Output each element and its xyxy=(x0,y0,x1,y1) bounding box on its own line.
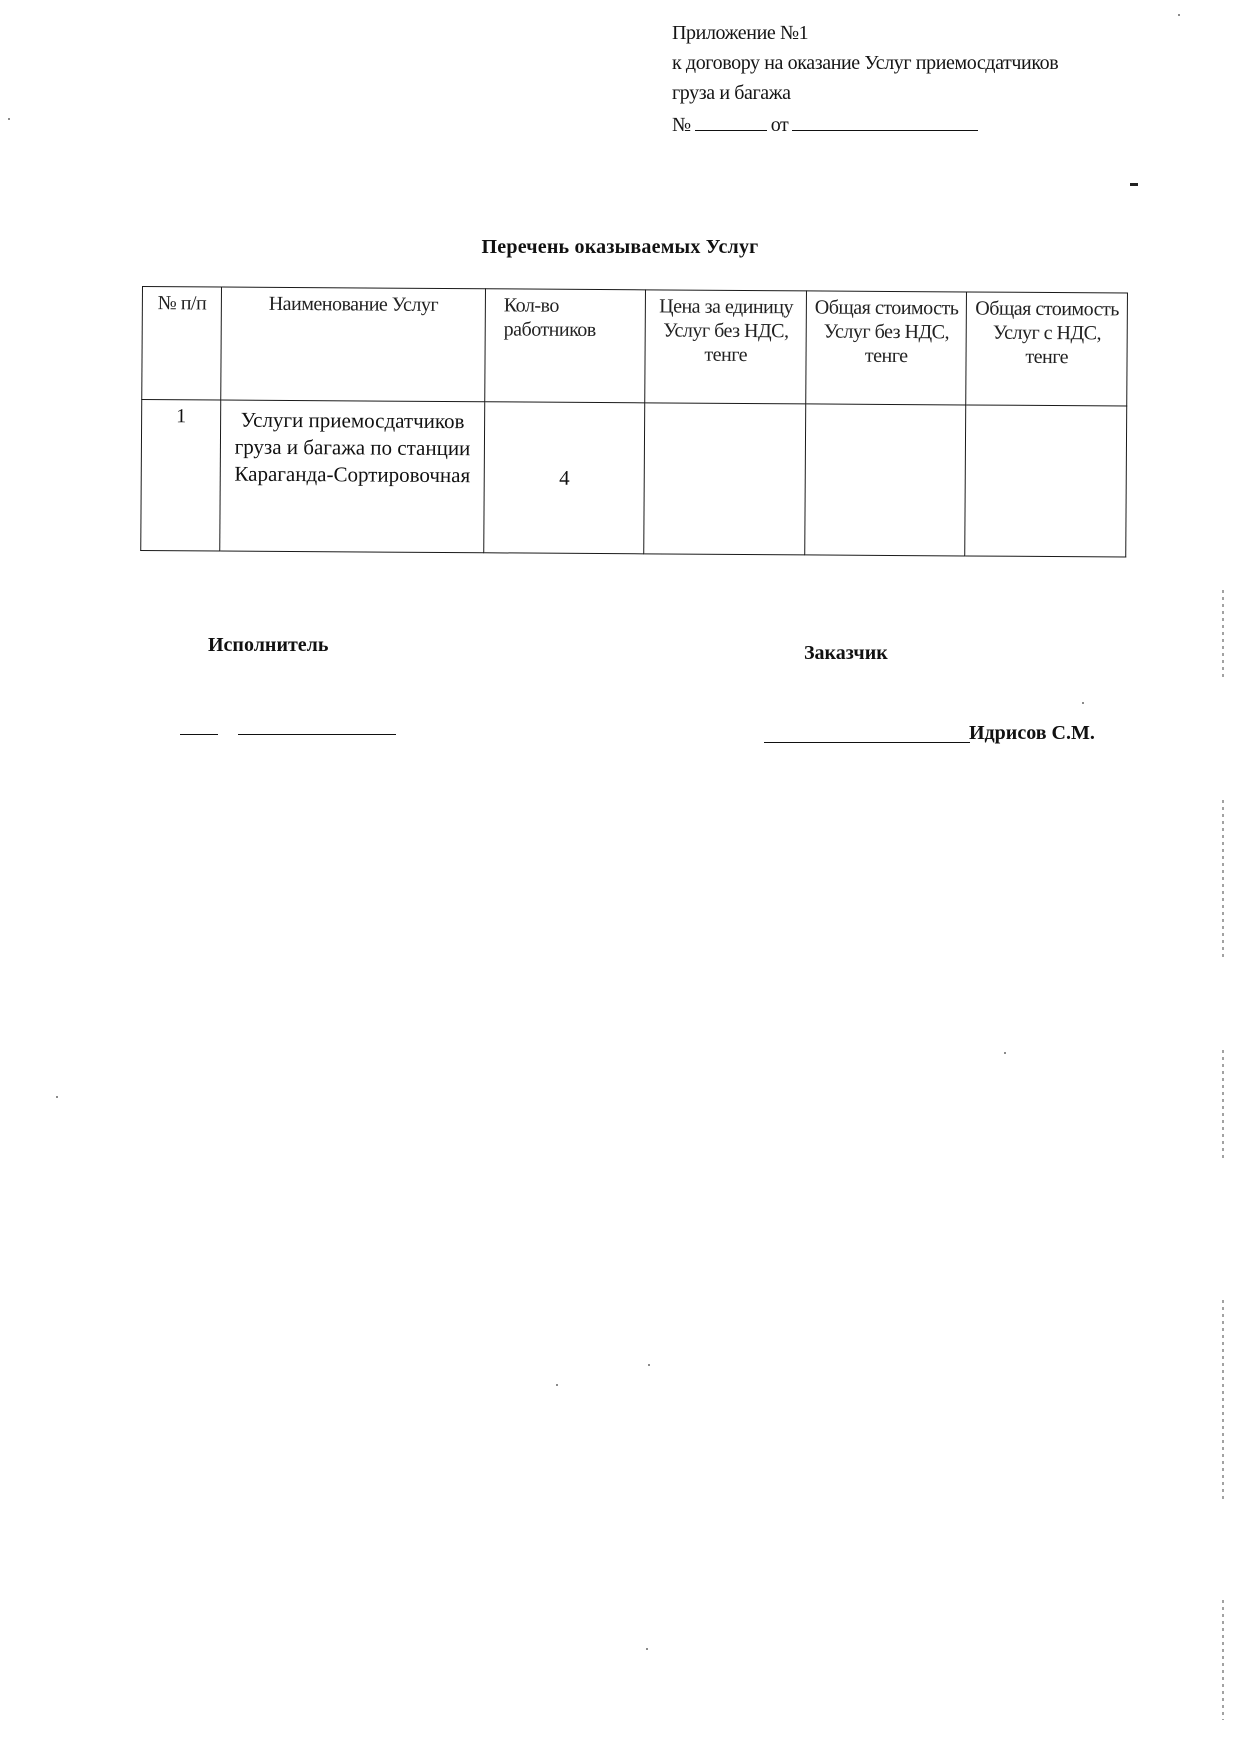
number-label: № xyxy=(672,114,691,136)
cell-total-no-vat xyxy=(805,404,966,556)
scan-edge-artifact xyxy=(1222,590,1224,680)
executor-signature-line xyxy=(238,734,396,735)
header-total-vat: Общая стоимость Услуг с НДС, тенге xyxy=(966,292,1127,406)
document-title: Перечень оказываемых Услуг xyxy=(481,236,759,258)
cell-qty: 4 xyxy=(484,402,645,554)
annex-contract-subject: груза и багажа xyxy=(672,82,791,104)
cell-num: 1 xyxy=(141,400,221,552)
executor-label: Исполнитель xyxy=(208,634,329,656)
services-table xyxy=(140,286,1128,558)
scan-edge-artifact xyxy=(1222,1600,1224,1720)
annex-number-date-line xyxy=(672,108,1058,140)
scan-dot xyxy=(1082,702,1084,704)
header-total-no-vat: Общая стоимость Услуг без НДС, тенге xyxy=(806,291,967,405)
scan-dot xyxy=(1178,14,1180,16)
cell-total-vat xyxy=(965,405,1127,557)
header-num: № п/п xyxy=(142,287,222,401)
table-header-row xyxy=(142,287,1128,407)
scan-dot xyxy=(56,1096,58,1098)
header-name: Наименование Услуг xyxy=(221,287,486,402)
scan-dot xyxy=(648,1364,650,1366)
header-qty: Кол-во работников xyxy=(485,289,646,403)
scan-dot xyxy=(1004,1052,1006,1054)
customer-label: Заказчик xyxy=(804,642,888,664)
cell-unit-price xyxy=(644,403,805,555)
customer-signatory-name: Идрисов С.М. xyxy=(969,722,1095,744)
scan-edge-artifact xyxy=(1222,1300,1224,1500)
date-label: от xyxy=(770,114,789,136)
scan-dot xyxy=(8,118,10,120)
annex-title: Приложение №1 xyxy=(672,22,809,44)
scan-edge-artifact xyxy=(1222,800,1224,960)
scan-dot xyxy=(646,1648,648,1650)
annex-contract-line: к договору на оказание Услуг приемосдатчиков xyxy=(672,52,1059,74)
scan-mark xyxy=(1130,183,1138,186)
cell-service-name: Услуги приемосдатчиков груза и багажа по станции Караганда-Сортировочная xyxy=(220,400,485,553)
table-row xyxy=(141,400,1127,558)
date-blank xyxy=(792,108,978,131)
scan-edge-artifact xyxy=(1222,1050,1224,1160)
annex-header xyxy=(672,18,1058,140)
customer-signature-line xyxy=(764,742,970,743)
header-unit-price: Цена за единицу Услуг без НДС, тенге xyxy=(645,290,806,404)
scan-dot xyxy=(556,1384,558,1386)
executor-signature-line-short xyxy=(180,734,218,735)
number-blank xyxy=(695,108,767,131)
